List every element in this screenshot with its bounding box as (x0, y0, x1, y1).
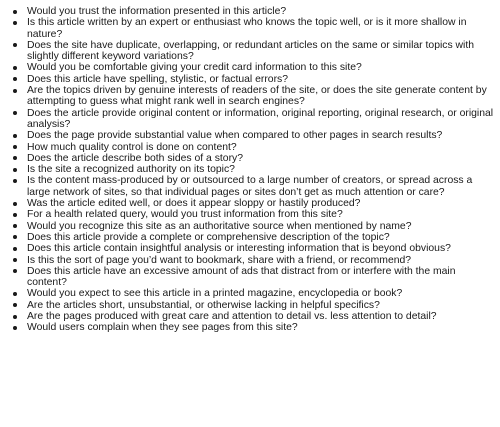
bullet-icon (13, 156, 17, 160)
question-text: Was the article edited well, or does it appear sloppy or hastily produced? (27, 198, 361, 210)
bullet-icon (13, 224, 17, 228)
bullet-icon (13, 77, 17, 81)
bullet-icon (13, 43, 17, 47)
bullet-icon (13, 269, 17, 273)
bullet-icon (13, 111, 17, 115)
list-item (10, 209, 494, 220)
question-text: Would you be comfortable giving your credit card information to this site? (27, 62, 362, 74)
list-item (10, 255, 494, 266)
list-item (10, 62, 494, 73)
question-text: For a health related query, would you trust information from this site? (27, 209, 343, 221)
bullet-icon (13, 326, 17, 330)
list-item (10, 266, 494, 289)
question-text: Does the page provide substantial value when compared to other pages in search results? (27, 130, 443, 142)
list-item (10, 40, 494, 63)
list-item (10, 198, 494, 209)
list-item (10, 221, 494, 232)
bullet-icon (13, 89, 17, 93)
list-item (10, 243, 494, 254)
question-text: Are the topics driven by genuine interests of readers of the site, or does the site generate content by attempting to guess what might rank well in search engines? (27, 85, 487, 108)
list-item (10, 108, 494, 131)
list-item (10, 142, 494, 153)
list-item (10, 232, 494, 243)
list-item (10, 153, 494, 164)
bullet-icon (13, 202, 17, 206)
list-item (10, 322, 494, 333)
question-text: Does this article contain insightful analysis or interesting information that is beyond obvious? (27, 243, 451, 255)
bullet-icon (13, 213, 17, 217)
question-text: Would you recognize this site as an authoritative source when mentioned by name? (27, 220, 412, 232)
bullet-icon (13, 258, 17, 262)
question-text: How much quality control is done on content? (27, 141, 237, 153)
list-item (10, 6, 494, 17)
list-item (10, 74, 494, 85)
bullet-icon (13, 66, 17, 70)
list-item (10, 130, 494, 141)
question-text: Would users complain when they see pages from this site? (27, 322, 298, 334)
question-list (10, 6, 494, 334)
bullet-icon (13, 292, 17, 296)
bullet-icon (13, 145, 17, 149)
question-text: Would you trust the information presented in this article? (27, 6, 287, 17)
question-text: Does the article provide original content or information, original reporting, original research, or original analysis? (27, 107, 494, 130)
bullet-icon (13, 179, 17, 183)
bullet-icon (13, 303, 17, 307)
question-text: Would you expect to see this article in a printed magazine, encyclopedia or book? (27, 288, 403, 300)
list-item (10, 288, 494, 299)
list-item (10, 175, 494, 198)
bullet-icon (13, 10, 17, 14)
bullet-icon (13, 235, 17, 239)
question-text: Are the pages produced with great care and attention to detail vs. less attention to detail? (27, 311, 437, 323)
bullet-icon (13, 315, 17, 319)
list-item (10, 17, 494, 40)
list-item (10, 85, 494, 108)
question-text: Is the content mass-produced by or outsourced to a large number of creators, or spread across a large network of sites, so that individual pages or sites don’t get as much attention or care? (27, 175, 473, 198)
question-text: Is this article written by an expert or enthusiast who knows the topic well, or is it more shallow in nature? (27, 17, 467, 40)
bullet-icon (13, 21, 17, 25)
question-text: Does the article describe both sides of a story? (27, 152, 244, 164)
bullet-icon (13, 247, 17, 251)
question-text: Does this article have spelling, stylistic, or factual errors? (27, 73, 289, 85)
bullet-icon (13, 168, 17, 172)
question-text: Are the articles short, unsubstantial, or otherwise lacking in helpful specifics? (27, 299, 380, 311)
list-item (10, 300, 494, 311)
question-text: Does this article have an excessive amount of ads that distract from or interfere with the main content? (27, 265, 456, 289)
question-text: Is this the sort of page you’d want to bookmark, share with a friend, or recommend? (27, 254, 412, 266)
list-item (10, 311, 494, 322)
question-text: Is the site a recognized authority on its topic? (27, 164, 235, 176)
question-text: Does the site have duplicate, overlapping, or redundant articles on the same or similar topics with slightly different keyword variations? (27, 39, 475, 63)
bullet-icon (13, 134, 17, 138)
question-text: Does this article provide a complete or comprehensive description of the topic? (27, 231, 390, 243)
list-item (10, 164, 494, 175)
